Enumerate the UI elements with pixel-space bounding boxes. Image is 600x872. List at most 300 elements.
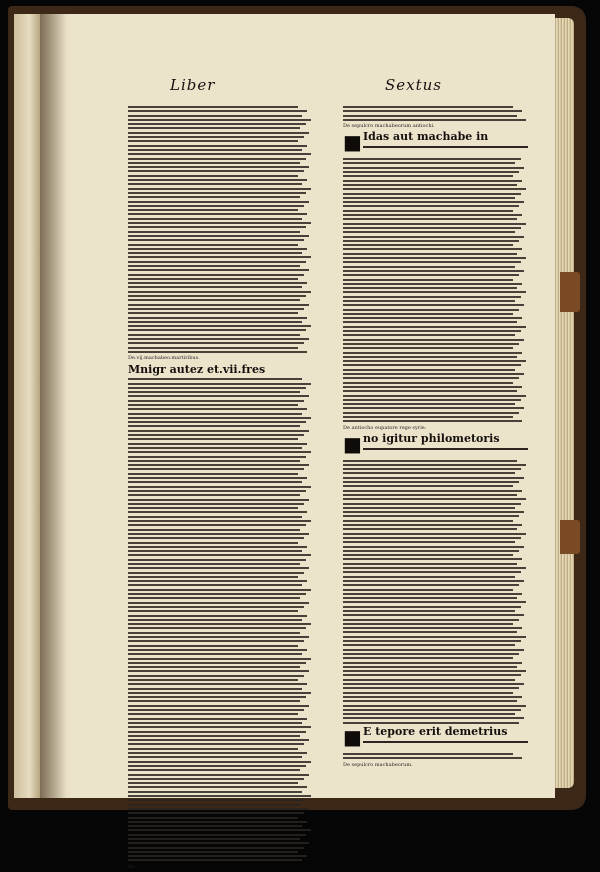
text-line [128,752,307,754]
text-line [343,412,519,414]
text-line [128,443,307,445]
text-line [128,295,306,297]
text-line [128,329,306,331]
text-line [343,248,522,250]
text-line [343,657,513,659]
text-line [343,644,515,646]
text-line [343,382,513,384]
text-line [343,687,519,689]
text-line [128,756,302,758]
chapter-heading: no igitur philometoris [363,431,500,445]
text-line [128,421,306,423]
text-line [128,317,307,319]
text-line [343,205,519,207]
text-line [128,713,298,715]
chapter-heading: Idas aut machabe in [363,130,489,144]
text-line [343,649,524,651]
text-line [128,675,304,677]
text-line [128,205,304,207]
text-line [343,339,524,341]
text-line [343,296,521,298]
text-line [343,180,522,182]
gutter-shadow [40,14,66,798]
chapter-caption: De antiocho eupatore rege syrie. [343,424,427,431]
text-line [128,413,302,415]
text-line [128,175,298,177]
text-line [128,662,306,664]
text-line [128,153,311,155]
text-line [343,231,515,233]
text-line [343,717,524,719]
text-line [343,119,526,121]
text-line [128,378,302,380]
text-line [343,279,513,281]
text-line [343,201,524,203]
text-line [128,507,298,509]
text-line [343,705,526,707]
text-line [128,321,302,323]
text-line [128,842,309,844]
text-line [128,808,309,810]
text-line [363,741,528,743]
text-line [343,511,524,513]
book-page [40,14,555,870]
text-line [128,183,302,185]
text-line [128,400,304,402]
text-line [363,146,528,148]
text-line [343,253,517,255]
text-line [128,782,298,784]
text-line [343,722,519,724]
text-line [128,567,309,569]
text-line [343,696,522,698]
text-line [343,399,521,401]
text-line [343,614,524,616]
text-line [128,347,298,349]
text-line [128,282,307,284]
text-line [128,222,311,224]
text-line [343,520,513,522]
text-line [128,503,304,505]
text-line [343,481,519,483]
text-line [343,627,522,629]
text-line [128,274,304,276]
text-line [128,209,298,211]
text-line [128,640,304,642]
text-line [343,287,517,289]
text-line [343,330,521,332]
text-line [128,554,311,556]
text-line [128,718,307,720]
text-line [128,239,304,241]
text-line [343,171,519,173]
text-line [343,494,517,496]
text-line [343,227,521,229]
text-line [343,757,522,759]
text-line [343,533,526,535]
leather-tab-top [560,272,580,312]
text-line [343,550,519,552]
text-line [128,430,309,432]
text-line [128,252,302,254]
text-line [128,683,307,685]
text-line [128,593,306,595]
text-line [343,709,521,711]
text-line [128,735,300,737]
text-line [343,563,517,565]
text-line [128,563,300,565]
text-line [128,666,300,668]
text-line [343,653,519,655]
text-line [128,615,307,617]
text-line [128,387,306,389]
text-line [343,589,513,591]
text-line [128,520,311,522]
text-line [128,546,307,548]
text-line [343,670,526,672]
text-line [343,416,513,418]
text-line [128,196,300,198]
text-line [128,834,306,836]
text-line [128,170,304,172]
text-line [343,210,513,212]
text-column-right [343,106,528,770]
text-line [128,786,307,788]
drop-capital: ■ [343,130,362,155]
text-line [128,743,304,745]
text-line [128,308,304,310]
text-line [128,533,309,535]
text-line [128,859,302,861]
text-line [343,266,515,268]
text-line [128,123,306,125]
text-line [343,477,524,479]
text-line [128,115,302,117]
text-line [128,383,311,385]
text-line [128,778,304,780]
text-line [128,477,307,479]
text-line [128,342,304,344]
text-line [343,223,526,225]
leather-tab-bottom [560,520,580,554]
text-line [343,326,526,328]
text-line [128,464,309,466]
text-line [343,236,524,238]
text-line [343,503,521,505]
text-line [343,214,522,216]
text-line [343,460,517,462]
text-line [343,386,522,388]
text-line [128,490,306,492]
text-line [128,162,300,164]
text-line [343,317,522,319]
chapter-caption: De sepulcro machabeorum. [343,761,413,768]
text-line [343,631,517,633]
text-line [343,524,522,526]
text-line [343,528,517,530]
text-line [128,696,306,698]
running-head-right: Sextus [385,76,442,94]
text-line [343,554,513,556]
text-line [128,473,298,475]
text-line [128,235,309,237]
text-line [343,541,515,543]
text-line [128,700,300,702]
text-line [343,403,515,405]
text-line [128,456,306,458]
text-line [128,110,307,112]
text-line [128,632,300,634]
text-line [128,391,300,393]
text-line [343,546,524,548]
text-line [343,364,521,366]
text-line [128,602,309,604]
text-line [343,610,515,612]
text-line [128,481,302,483]
text-line [343,244,513,246]
text-line [343,184,517,186]
text-line [343,360,526,362]
text-line [128,261,306,263]
text-line [128,179,307,181]
text-line [128,404,298,406]
text-line [128,166,309,168]
text-line [363,448,528,450]
text-line [128,291,311,293]
text-line [128,417,311,419]
drop-capital: ■ [343,431,362,456]
text-line [128,550,302,552]
text-line [128,149,302,151]
text-line [343,580,524,582]
text-line [343,692,513,694]
text-line [343,498,526,500]
text-line [128,821,307,823]
text-line [128,851,298,853]
text-line [343,291,526,293]
text-line [128,610,298,612]
text-line [128,838,300,840]
text-line [343,485,513,487]
text-line [128,627,306,629]
text-line [343,162,515,164]
text-line [343,515,519,517]
text-line [128,748,298,750]
text-line [343,674,521,676]
text-line [128,799,306,801]
text-line [343,240,519,242]
text-line [343,567,526,569]
text-line [128,658,311,660]
text-line [128,817,298,819]
chapter-caption: De.vij.machabeo.martiribus. [128,355,200,362]
text-line [128,244,298,246]
text-line [128,516,302,518]
text-line [128,795,311,797]
text-line [343,593,522,595]
text-line [128,726,311,728]
text-line [128,334,300,336]
text-line [343,407,524,409]
text-line [343,597,517,599]
text-line [128,106,298,108]
text-line [128,451,311,453]
text-line [128,460,300,462]
text-line [128,731,306,733]
text-line [128,494,300,496]
text-line [343,352,522,354]
text-line [343,304,524,306]
text-line [128,231,300,233]
text-line [128,226,306,228]
text-line [128,132,309,134]
text-line [128,499,309,501]
text-line [343,274,519,276]
chapter-opening [343,131,528,155]
text-line [343,300,515,302]
text-line [128,425,300,427]
text-line [128,299,300,301]
text-line [343,636,526,638]
text-line [128,213,307,215]
facing-page-edge [14,14,40,798]
text-line [343,619,519,621]
text-line [128,140,298,142]
text-line [128,537,304,539]
text-line [128,589,311,591]
text-line [343,468,521,470]
text-line [128,542,298,544]
text-line [343,334,515,336]
text-line [128,606,304,608]
text-line [128,679,298,681]
text-line [128,486,311,488]
text-line [343,188,526,190]
text-line [343,110,522,112]
text-line [128,584,302,586]
text-line [128,434,304,436]
text-line [343,343,519,345]
text-line [343,369,515,371]
text-line [128,670,309,672]
text-line [128,709,304,711]
text-line [128,438,298,440]
text-line [343,309,519,311]
text-line [343,257,526,259]
text-line [128,774,309,776]
text-line [128,256,311,258]
chapter-opening [343,433,528,457]
text-line [128,636,309,638]
chapter-heading: Mnigr autez et.vii.fres [128,363,266,377]
text-line [128,192,306,194]
text-line [343,193,521,195]
text-line [128,338,309,340]
text-line [128,580,307,582]
chapter-opening [343,726,528,750]
chapter-caption: De sepulcro machabeorum antiochi. [343,123,435,130]
text-line [128,688,302,690]
text-line [343,395,526,397]
text-line [343,472,515,474]
text-line [343,558,522,560]
text-line [343,537,521,539]
text-line [343,283,522,285]
text-line [128,855,307,857]
text-line [128,447,302,449]
running-head-left: Liber [170,76,216,94]
text-line [343,576,515,578]
text-line [128,705,309,707]
text-line [128,325,311,327]
text-line [343,218,517,220]
text-line [128,769,300,771]
text-line [128,136,304,138]
text-line [128,312,298,314]
text-line [343,115,517,117]
text-line [128,218,302,220]
text-line [128,722,302,724]
text-line [343,601,526,603]
text-line [343,373,524,375]
text-line [128,408,307,410]
text-column-left [128,106,313,872]
text-line [128,812,304,814]
text-line [343,197,515,199]
text-line [343,321,517,323]
text-line [128,201,309,203]
text-line [128,761,311,763]
text-line [128,692,311,694]
text-line [343,666,517,668]
text-line [128,119,311,121]
text-line [128,739,309,741]
text-line [343,490,522,492]
drop-capital: ■ [343,725,362,749]
text-line [128,468,304,470]
text-line [343,420,522,422]
text-line [128,395,309,397]
text-line [128,572,304,574]
text-line [128,511,307,513]
text-line [343,662,522,664]
text-line [128,127,300,129]
text-line [128,825,302,827]
text-line [128,351,307,353]
text-line [343,313,513,315]
text-line [128,765,306,767]
text-line [128,145,307,147]
text-line [128,847,304,849]
text-line [343,390,517,392]
text-line [343,571,521,573]
text-line [128,829,311,831]
text-line [128,529,300,531]
chapter-caption: De [128,863,135,870]
text-line [128,804,300,806]
text-line [343,175,513,177]
text-line [128,619,302,621]
text-line [343,106,513,108]
text-line [128,188,311,190]
text-line [343,347,513,349]
text-line [128,286,302,288]
text-line [128,278,298,280]
text-line [343,270,524,272]
text-line [343,507,515,509]
text-line [128,524,306,526]
text-line [343,683,524,685]
